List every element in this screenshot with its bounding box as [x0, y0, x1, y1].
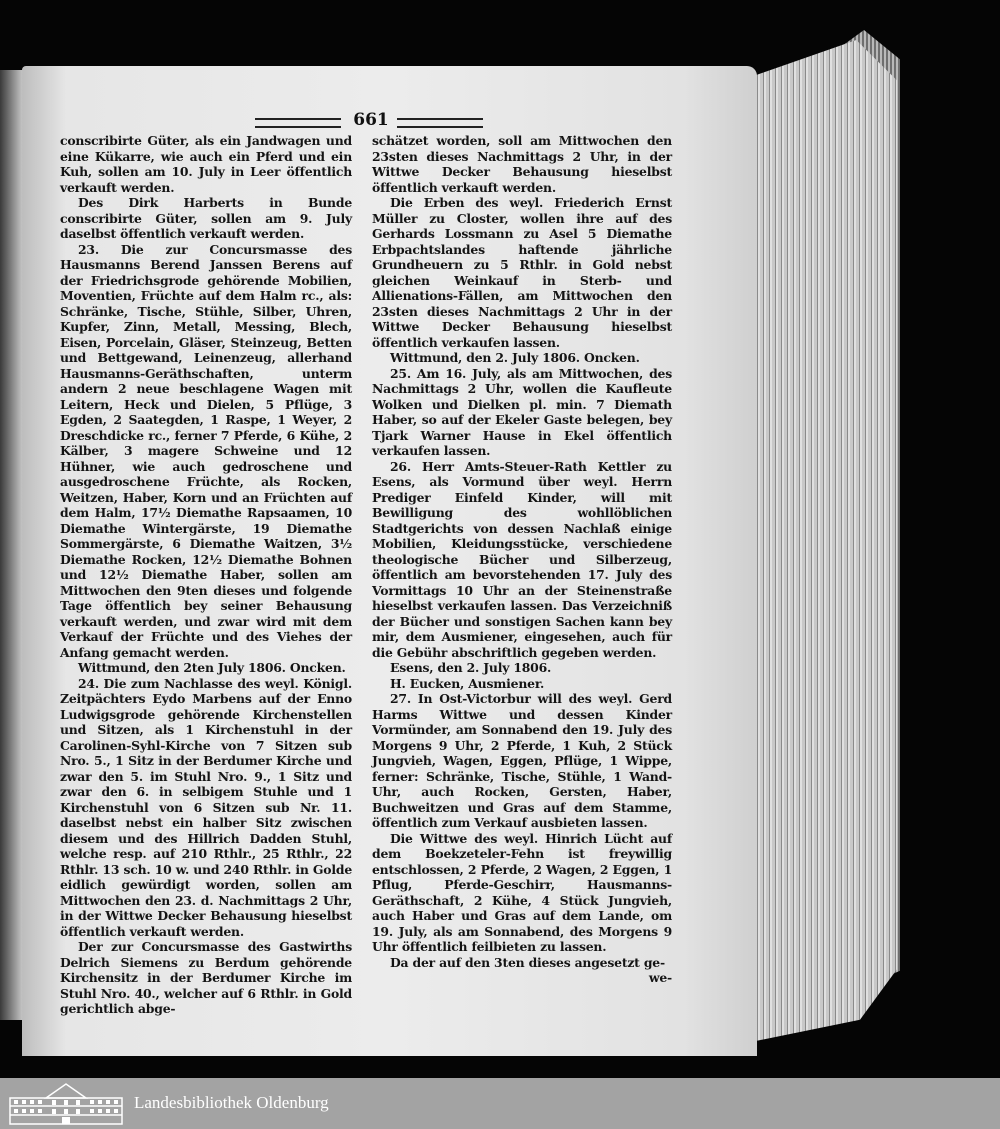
- text-column-right: [372, 133, 672, 986]
- paragraph: 25. Am 16. July, als am Mittwochen, des Nachmittags 2 Uhr, wollen die Kaufleute Wolken und Dielken pl. min. 7 Diemath Haber, so auf der Ekeler Gaste belegen, bey Tjark Warner Hause in Ekel öffentlich verkaufen lassen.: [372, 365, 672, 458]
- paragraph: conscribirte Güter, als ein Jandwagen und eine Kükarre, wie auch ein Pferd und ein Kuh, sollen am 10. July in Leer öffentlich verkauft werden.: [60, 133, 352, 195]
- text-column-left: [60, 133, 352, 1017]
- paragraph: Esens, den 2. July 1806.: [390, 660, 552, 675]
- paragraph: Die Erben des weyl. Friederich Ernst Müller zu Closter, wollen ihre auf des Gerhards Lossmann zu Asel 5 Diemathe Erbpachtslandes haftende jährliche Grundheuern zu 5 Rthlr. in Gold nebst gleichen Weinkauf in Sterb- und Allienations-Fällen, am Mittwochen den 23sten dieses Nachmittags 2 Uhr in der Wittwe Decker Behausung hieselbst öffentlich verkaufen lassen.: [372, 195, 672, 350]
- page-header: [255, 110, 485, 130]
- header-rule-right: [397, 118, 483, 128]
- paragraph: 27. In Ost-Victorbur will des weyl. Gerd Harms Wittwe und dessen Kinder Vormünder, am Sonnabend den 19. July des Morgens 9 Uhr, 2 Pferde, 1 Kuh, 2 Stück Jungvieh, Wagen, Eggen, Pflüge, 1 Wippe, ferner: Schränke, Tische, Stühle, 1 Wand-Uhr, auch Rocken, Gersten, Haber, Buchweitzen und Gras auf dem Stamme, öffentlich zum Verkauf ausbieten lassen.: [372, 691, 672, 830]
- paragraph: Da der auf den 3ten dieses angesetzt ge-: [390, 954, 665, 970]
- paragraph: Der zur Concursmasse des Gastwirths Delrich Siemens zu Berdum gehörende Kirchensitz in der Berdumer Kirche im Stuhl Nro. 40., welcher auf 6 Rthlr. in Gold gerichtlich abge-: [60, 939, 352, 1016]
- paragraph: Des Dirk Harberts in Bunde conscribirte Güter, sollen am 9. July daselbst öffentlich verkauft werden.: [60, 195, 352, 241]
- paragraph: 26. Herr Amts-Steuer-Rath Kettler zu Esens, als Vormund über weyl. Herrn Prediger Einfeld Kinder, will mit Bewilligung des wohllöblichen Stadtgerichts von dessen Nachlaß einige Mobilien, Kleidungsstücke, verschiedene theologische Bücher und Silberzeug, öffentlich am bevorstehenden 17. July des Vormittags 10 Uhr an der Steinenstraße hieselbst verkaufen lassen. Das Verzeichniß der Bücher und sonstigen Sachen kann bey mir, dem Ausmiener, eingesehen, auch für die Gebühr abschriftlich gegeben werden.: [372, 458, 672, 660]
- paragraph: 24. Die zum Nachlasse des weyl. Königl. Zeitpächters Eydo Marbens auf der Enno Ludwigsgrode gehörende Kirchenstellen und Sitzen, als 1 Kirchenstuhl in der Carolinen-Syhl-Kirche von 7 Sitzen sub Nro. 5., 1 Sitz in der Berdumer Kirche und zwar den 5. im Stuhl Nro. 9., 1 Sitz und zwar den 6. in selbigem Stuhle und 1 Kirchenstuhl von 6 Sitzen sub Nr. 11. daselbst nebst ein halber Sitz zwischen diesem und des Hillrich Dadden Stuhl, welche resp. auf 210 Rthlr., 25 Rthlr., 22 Rthlr. 13 sch. 10 w. und 240 Rthlr. in Golde eidlich gewürdigt worden, sollen am Mittwochen den 23. d. Nachmittags 2 Uhr, in der Wittwe Decker Behausung hieselbst öffentlich verkauft werden.: [60, 675, 352, 939]
- paragraph: Die Wittwe des weyl. Hinrich Lücht auf dem Boekzeteler-Fehn ist freywillig entschlossen, 2 Pferde, 2 Wagen, 2 Eggen, 1 Pflug, Pferde-Geschirr, Hausmanns-Geräthschaft, 2 Kühe, 4 Stück Jungvieh, auch Haber und Gras auf dem Lande, om 19. July, als am Sonnabend, des Morgens 9 Uhr öffentlich feilbieten zu lassen.: [372, 830, 672, 954]
- page-number: 661: [353, 110, 389, 130]
- header-rule-left: [255, 118, 341, 128]
- library-name: Landesbibliothek Oldenburg: [134, 1093, 329, 1112]
- paragraph: H. Eucken, Ausmiener.: [390, 675, 545, 691]
- library-building-icon: [8, 1082, 124, 1126]
- paragraph: 23. Die zur Concursmasse des Hausmanns Berend Janssen Berens auf der Friedrichsgrode gehörende Mobilien, Moventien, Früchte auf dem Halm rc., als: Schränke, Tische, Stühle, Silber, Uhren, Kupfer, Zinn, Metall, Messing, Blech, Eisen, Porcelain, Gläser, Steinzeug, Betten und Bettgewand, Leinenzeug, allerhand Hausmanns-Geräthschaften, unterm andern 2 neue beschlagene Wagen mit Leitern, Heck und Dielen, 5 Pflüge, 3 Egden, 2 Saategden, 1 Raspe, 1 Weyer, 2 Dreschdicke rc., ferner 7 Pferde, 6 Kühe, 2 Kälber, 3 magere Schweine und 12 Hühner, wie auch gedroschene und ausgedroschene Früchte, als Rocken, Weitzen, Haber, Korn und an Früchten auf dem Halm, 17½ Diemathe Rapsaamen, 10 Diemathe Wintergärste, 19 Diemathe Sommergärste, 6 Diemathe Waitzen, 3½ Diemathe Rocken, 12½ Diemathe Bohnen und 12½ Diemathe Haber, sollen am Mittwochen den 9ten dieses und folgende Tage öffentlich bey seiner Behausung verkauft werden, und zwar wird mit dem Verkauf der Früchte und des Viehes der Anfang gemacht werden.: [60, 241, 352, 660]
- footer-bar: [0, 1078, 1000, 1129]
- paragraph: Wittmund, den 2. July 1806. Oncken.: [390, 350, 640, 365]
- paragraph: Wittmund, den 2ten July 1806. Oncken.: [78, 660, 346, 675]
- paragraph: schätzet worden, soll am Mittwochen den 23sten dieses Nachmittags 2 Uhr, in der Wittwe Decker Behausung hieselbst öffentlich verkauft werden.: [372, 133, 672, 195]
- paragraph: we-: [648, 970, 672, 985]
- left-page-edge: [0, 70, 24, 1020]
